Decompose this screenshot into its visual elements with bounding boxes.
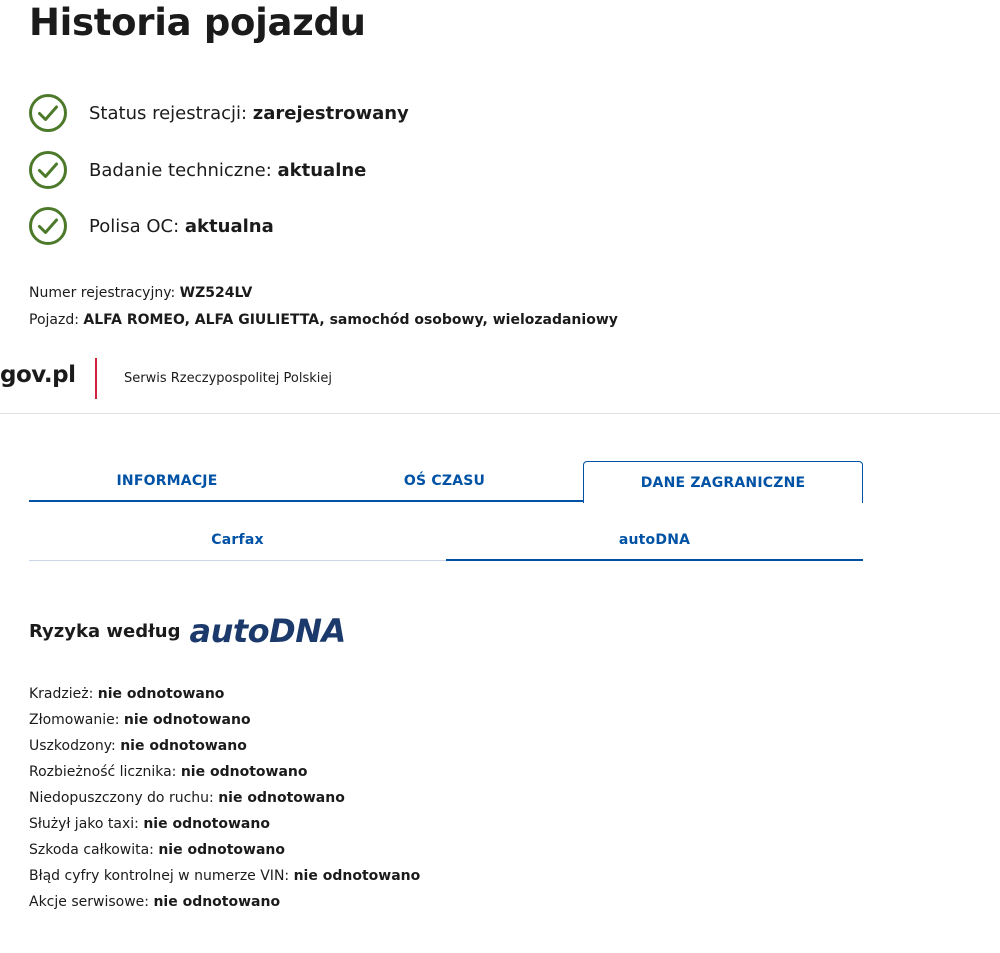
risk-item bbox=[29, 738, 247, 754]
risk-label: Służył jako taxi: bbox=[29, 816, 139, 832]
risk-item bbox=[29, 686, 224, 702]
risk-title: Ryzyka według bbox=[29, 620, 181, 642]
info-value: WZ524LV bbox=[179, 285, 253, 301]
risk-label: Błąd cyfry kontrolnej w numerze VIN: bbox=[29, 868, 290, 884]
check-circle-icon bbox=[28, 93, 68, 133]
vehicle-description bbox=[29, 312, 618, 328]
info-value: ALFA ROMEO, ALFA GIULIETTA, samochód osobowy, wielozadaniowy bbox=[83, 312, 618, 328]
risk-label: Akcje serwisowe: bbox=[29, 894, 149, 910]
risk-value: nie odnotowano bbox=[120, 738, 247, 754]
risk-value: nie odnotowano bbox=[143, 816, 270, 832]
risk-item bbox=[29, 816, 270, 832]
risk-value: nie odnotowano bbox=[153, 894, 281, 910]
status-label: Polisa OC: bbox=[89, 215, 180, 237]
subtab-autodna[interactable]: autoDNA bbox=[618, 532, 691, 548]
status-label: Badanie techniczne: bbox=[89, 159, 272, 181]
risk-label: Niedopuszczony do ruchu: bbox=[29, 790, 214, 806]
vehicle-summary bbox=[0, 0, 1000, 345]
tabs-underline bbox=[29, 500, 584, 502]
info-label: Pojazd: bbox=[29, 312, 79, 328]
subtab-active-underline bbox=[446, 559, 863, 561]
site-header bbox=[0, 345, 1000, 414]
risk-label: Szkoda całkowita: bbox=[29, 842, 154, 858]
risk-item bbox=[29, 790, 345, 806]
subtab-underline bbox=[29, 560, 446, 561]
logo-divider bbox=[95, 358, 97, 399]
risk-value: nie odnotowano bbox=[218, 790, 345, 806]
status-insurance bbox=[28, 206, 274, 246]
status-value: aktualna bbox=[184, 215, 274, 237]
status-inspection bbox=[28, 150, 366, 190]
risk-label: Kradzież: bbox=[29, 686, 94, 702]
page-title: Historia pojazdu bbox=[29, 1, 366, 44]
tab-os-czasu[interactable]: OŚ CZASU bbox=[403, 472, 486, 489]
risk-heading bbox=[29, 611, 346, 651]
risk-item bbox=[29, 894, 280, 910]
status-value: aktualne bbox=[277, 159, 367, 181]
risk-label: Złomowanie: bbox=[29, 712, 120, 728]
tab-dane-zagraniczne[interactable]: DANE ZAGRANICZNE bbox=[583, 461, 863, 503]
check-circle-icon bbox=[28, 150, 68, 190]
risk-label: Rozbieżność licznika: bbox=[29, 764, 177, 780]
status-text bbox=[89, 160, 366, 181]
header-subtitle: Serwis Rzeczypospolitej Polskiej bbox=[124, 371, 332, 386]
risk-value: nie odnotowano bbox=[158, 842, 285, 858]
risk-item bbox=[29, 764, 307, 780]
risk-label: Uszkodzony: bbox=[29, 738, 116, 754]
subtab-carfax[interactable]: Carfax bbox=[211, 532, 264, 548]
autodna-logo: autoDNA bbox=[189, 612, 346, 650]
status-text bbox=[89, 103, 409, 124]
risk-value: nie odnotowano bbox=[180, 764, 308, 780]
registration-number bbox=[29, 285, 252, 301]
status-registration bbox=[28, 93, 409, 133]
tab-informacje[interactable]: INFORMACJE bbox=[116, 472, 218, 489]
risk-value: nie odnotowano bbox=[293, 868, 421, 884]
status-value: zarejestrowany bbox=[252, 102, 409, 124]
risk-value: nie odnotowano bbox=[123, 712, 251, 728]
gov-logo[interactable]: gov.pl bbox=[0, 362, 76, 388]
risk-item bbox=[29, 842, 285, 858]
status-label: Status rejestracji: bbox=[89, 102, 248, 124]
risk-item bbox=[29, 868, 420, 884]
status-text bbox=[89, 216, 274, 237]
check-circle-icon bbox=[28, 206, 68, 246]
risk-value: nie odnotowano bbox=[97, 686, 225, 702]
risk-item bbox=[29, 712, 251, 728]
info-label: Numer rejestracyjny: bbox=[29, 285, 176, 301]
